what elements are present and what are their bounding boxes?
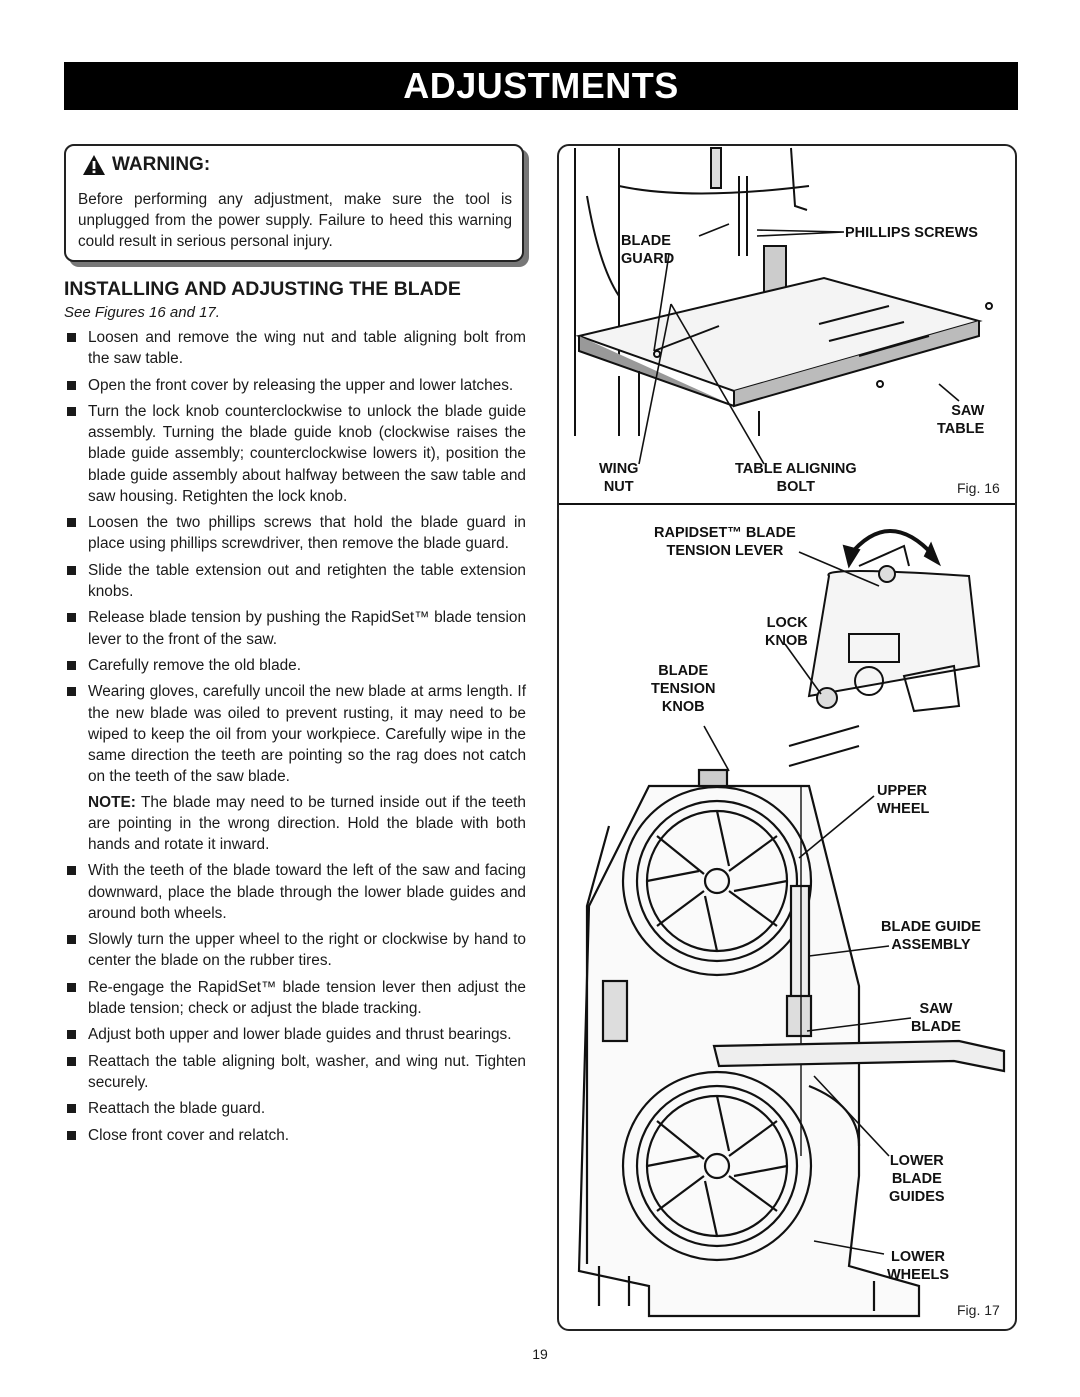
- label-blade-tension-knob: BLADE TENSION KNOB: [651, 663, 716, 715]
- bullet-icon: [67, 661, 76, 670]
- figure-16-caption: Fig. 16: [957, 480, 1000, 496]
- label-wing-nut: WING NUT: [599, 461, 639, 495]
- bullet-icon: [67, 518, 76, 527]
- figure-17-caption: Fig. 17: [957, 1302, 1000, 1318]
- note-paragraph: NOTE: The blade may need to be turned inside out if the teeth are pointing in the wrong direction. Hold the blade with both hands and rotate it inward.: [88, 793, 526, 853]
- label-table-aligning-bolt: TABLE ALIGNING BOLT: [735, 461, 857, 495]
- figure-reference: See Figures 16 and 17.: [64, 304, 220, 321]
- bullet-icon: [67, 866, 76, 875]
- section-banner: [64, 62, 1018, 110]
- banner-title: ADJUSTMENTS: [403, 65, 679, 106]
- list-item: Open the front cover by releasing the upper and lower latches.: [64, 375, 526, 396]
- bullet-icon: [67, 613, 76, 622]
- label-lower-blade-guides: LOWER BLADE GUIDES: [889, 1153, 945, 1205]
- warning-heading: [82, 154, 210, 176]
- list-item: Loosen and remove the wing nut and table aligning bolt from the saw table.: [64, 327, 526, 369]
- list-item: Wearing gloves, carefully uncoil the new blade at arms length. If the new blade was oiled to prevent rusting, it may need to be wiped to keep the oil from your workpiece. Carefully wipe in the same direction the teeth are pointing so the rag does not catch on the teeth of the saw blade.: [64, 681, 526, 787]
- label-saw-table: SAW TABLE: [937, 403, 985, 437]
- bullet-icon: [67, 935, 76, 944]
- bullet-icon: [67, 1104, 76, 1113]
- bullet-icon: [67, 1030, 76, 1039]
- bullet-icon: [67, 407, 76, 416]
- label-saw-blade: SAW BLADE: [911, 1001, 961, 1035]
- bandsaw-illustration: [559, 146, 1015, 1329]
- bullet-icon: [67, 983, 76, 992]
- bullet-icon: [67, 333, 76, 342]
- label-phillips-screws: PHILLIPS SCREWS: [845, 225, 978, 241]
- label-blade-guard: BLADE GUARD: [621, 233, 675, 267]
- list-item: Slide the table extension out and retighten the table extension knobs.: [64, 560, 526, 602]
- label-upper-wheel: UPPER WHEEL: [877, 783, 930, 817]
- list-item: Reattach the blade guard.: [64, 1098, 526, 1119]
- list-item: Re-engage the RapidSet™ blade tension lever then adjust the blade tension; check or adjust the blade tracking.: [64, 977, 526, 1019]
- page-number: 19: [532, 1346, 548, 1362]
- list-item: Reattach the table aligning bolt, washer, and wing nut. Tighten securely.: [64, 1051, 526, 1093]
- bullet-icon: [67, 566, 76, 575]
- list-item: Adjust both upper and lower blade guides and thrust bearings.: [64, 1024, 526, 1045]
- bullet-icon: [67, 1057, 76, 1066]
- label-lock-knob: LOCK KNOB: [765, 615, 808, 649]
- list-item: Loosen the two phillips screws that hold the blade guard in place using phillips screwdriver, then remove the blade guard.: [64, 512, 526, 554]
- list-item: With the teeth of the blade toward the left of the saw and facing downward, place the blade through the lower blade guides and around both wheels.: [64, 860, 526, 924]
- note-label: NOTE:: [88, 793, 136, 811]
- warning-triangle-icon: [82, 154, 106, 176]
- label-lower-wheels: LOWER WHEELS: [887, 1249, 950, 1283]
- warning-box: [64, 144, 524, 262]
- bullet-icon: [67, 687, 76, 696]
- figure-panel: [557, 144, 1017, 1331]
- label-blade-guide-assembly: BLADE GUIDE ASSEMBLY: [881, 919, 981, 953]
- list-item: Close front cover and relatch.: [64, 1125, 526, 1146]
- section-title: INSTALLING AND ADJUSTING THE BLADE: [64, 278, 461, 300]
- label-rapidset-lever: RAPIDSET™ BLADE TENSION LEVER: [654, 525, 796, 559]
- bullet-icon: [67, 381, 76, 390]
- list-item: Slowly turn the upper wheel to the right or clockwise by hand to center the blade on the rubber tires.: [64, 929, 526, 971]
- warning-label: WARNING:: [112, 154, 211, 175]
- list-item: Turn the lock knob counterclockwise to unlock the blade guide assembly. Turning the blade guide knob (clockwise raises the blade guide assembly; counterclockwise lowers it), position the blade guide assembly about halfway between the saw table and saw housing. Retighten the lock knob.: [64, 401, 526, 507]
- bullet-icon: [67, 1131, 76, 1140]
- list-item: Carefully remove the old blade.: [64, 655, 526, 676]
- warning-text: Before performing any adjustment, make sure the tool is unplugged from the power supply. Failure to heed this warning could result in serious personal injury.: [78, 191, 512, 250]
- instruction-list: [64, 327, 526, 1151]
- list-item: Release blade tension by pushing the RapidSet™ blade tension lever to the front of the saw.: [64, 607, 526, 649]
